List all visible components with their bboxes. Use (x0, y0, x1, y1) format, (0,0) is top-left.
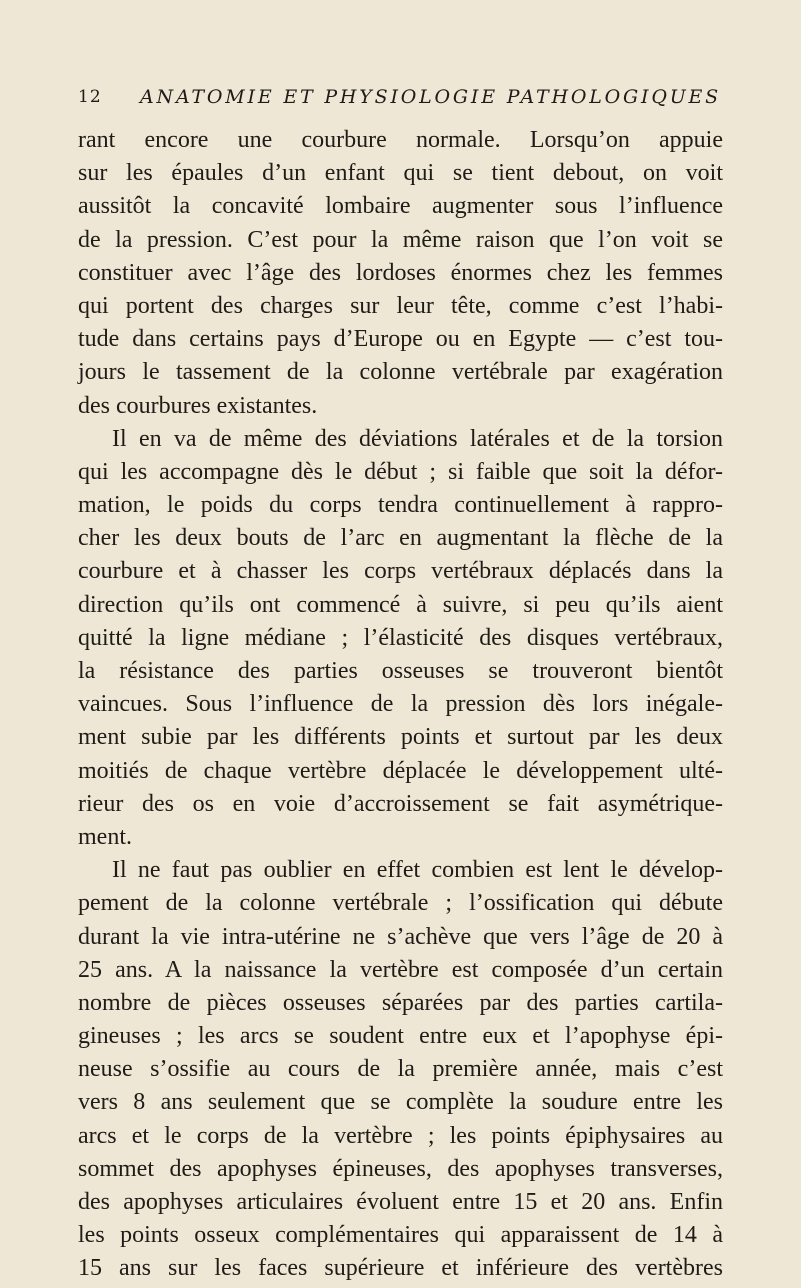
text-line: gineuses ; les arcs se soudent entre eux et l’apophyse épi- (78, 1023, 723, 1050)
text-line: qui les accompagne dès le début ; si faible que soit la défor- (78, 458, 723, 485)
text-line: pement de la colonne vertébrale ; l’ossification qui débute (78, 890, 723, 917)
text-line: 15 ans sur les faces supérieure et inférieure des vertèbres (78, 1255, 723, 1282)
text-line: moitiés de chaque vertèbre déplacée le développement ulté- (78, 757, 723, 784)
text-line: des courbures existantes. (78, 392, 318, 419)
text-line: neuse s’ossifie au cours de la première année, mais c’est (78, 1056, 723, 1083)
text-line: aussitôt la concavité lombaire augmenter sous l’influence (78, 193, 723, 220)
text-line: vers 8 ans seulement que se complète la soudure entre les (78, 1089, 723, 1116)
text-line: sur les épaules d’un enfant qui se tient debout, on voit (78, 160, 723, 187)
text-line: mation, le poids du corps tendra continuellement à rappro- (78, 492, 723, 519)
text-line: les points osseux complémentaires qui apparaissent de 14 à (78, 1222, 723, 1249)
text-line: sommet des apophyses épineuses, des apophyses transverses, (78, 1155, 723, 1182)
text-line: qui portent des charges sur leur tête, comme c’est l’habi- (78, 292, 723, 319)
text-line: de la pression. C’est pour la même raison que l’on voit se (78, 226, 723, 253)
running-title: ANATOMIE ET PHYSIOLOGIE PATHOLOGIQUES (140, 86, 722, 108)
text-line: vaincues. Sous l’influence de la pression dès lors inégale- (78, 691, 723, 718)
page-number: 12 (78, 87, 102, 107)
text-line: ment. (78, 823, 132, 850)
text-line: rieur des os en voie d’accroissement se fait asymétrique- (78, 790, 723, 817)
text-line: 25 ans. A la naissance la vertèbre est composée d’un certain (78, 956, 723, 983)
page-header (78, 86, 722, 113)
text-line: quitté la ligne médiane ; l’élasticité des disques vertébraux, (78, 624, 723, 651)
text-line: rant encore une courbure normale. Lorsqu’on appuie (78, 127, 723, 153)
text-line: Il ne faut pas oublier en effet combien est lent le dévelop- (112, 857, 723, 884)
text-line: cher les deux bouts de l’arc en augmentant la flèche de la (78, 525, 723, 552)
text-line: arcs et le corps de la vertèbre ; les points épiphysaires au (78, 1122, 723, 1149)
text-line: des apophyses articulaires évoluent entre 15 et 20 ans. Enfin (78, 1189, 723, 1215)
text-line: jours le tassement de la colonne vertébrale par exagération (78, 359, 723, 386)
text-line: la résistance des parties osseuses se trouveront bientôt (78, 658, 723, 684)
text-line: nombre de pièces osseuses séparées par des parties cartila- (78, 989, 723, 1016)
text-line: Il en va de même des déviations latérales et de la torsion (112, 425, 723, 452)
text-line: courbure et à chasser les corps vertébraux déplacés dans la (78, 558, 723, 585)
text-line: durant la vie intra-utérine ne s’achève que vers l’âge de 20 à (78, 923, 723, 950)
text-line: ment subie par les différents points et surtout par les deux (78, 724, 723, 751)
text-line: tude dans certains pays d’Europe ou en Egypte — c’est tou- (78, 326, 723, 353)
text-line: direction qu’ils ont commencé à suivre, si peu qu’ils aient (78, 591, 723, 618)
text-line: constituer avec l’âge des lordoses énormes chez les femmes (78, 259, 723, 286)
body-text (78, 124, 723, 1286)
